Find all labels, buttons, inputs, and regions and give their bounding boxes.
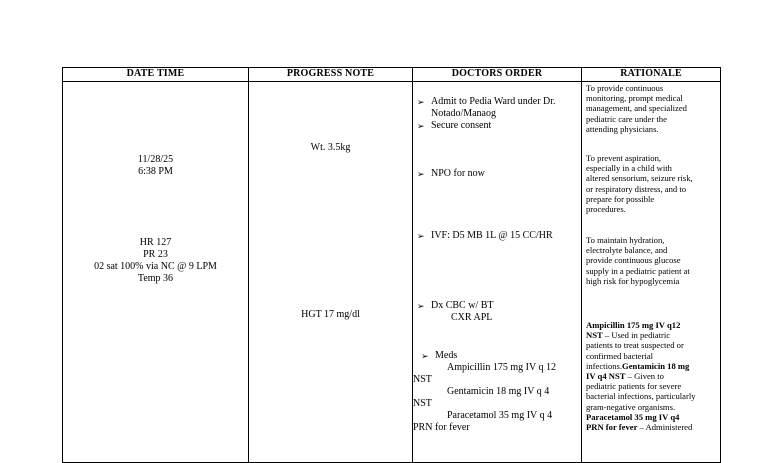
rationale-line: attending physicians. <box>586 123 659 134</box>
rationale-line: To prevent aspiration, <box>586 153 662 163</box>
rationale-text: – Used in pediatric <box>602 330 671 341</box>
rationale-line: monitoring, prompt medical <box>586 93 683 104</box>
rationale-bold-text: Ampicillin 175 mg IV q12 <box>586 320 681 330</box>
rationale-line: or respiratory distress, and to <box>586 183 686 194</box>
arrow-bullet-icon: ➢ <box>417 97 425 107</box>
rationale-line: procedures. <box>586 204 626 215</box>
order-meds <box>413 350 575 434</box>
table-row <box>63 82 721 463</box>
order-npo-text: NPO for now <box>431 168 485 179</box>
rationale-line: patients to treat suspected or <box>586 340 684 351</box>
arrow-bullet-icon: ➢ <box>417 301 425 311</box>
order-ivf-text: IVF: D5 MB 1L @ 15 CC/HR <box>431 230 553 241</box>
rationale-bold-text: Paracetamol 35 mg IV q4 <box>586 411 680 422</box>
table-header-row <box>63 68 721 82</box>
progress-notes-table <box>62 67 721 463</box>
date-text: 11/28/25 <box>137 154 174 165</box>
order-meds-label: Meds <box>435 350 458 361</box>
rationale-line: pediatric patients for severe <box>586 381 682 392</box>
vital-signs-block <box>63 237 248 285</box>
rationale-text: – Administered <box>637 422 693 433</box>
order-admit <box>417 96 579 132</box>
rationale-line: supply in a pediatric patient at <box>586 265 690 276</box>
arrow-bullet-icon: ➢ <box>417 121 425 131</box>
rationale-line: bacterial infections, particularly <box>586 391 696 402</box>
rationale-line: To maintain hydration, <box>586 235 665 245</box>
date-time-block <box>63 154 248 178</box>
rationale-bold-text: Gentamicin 18 mg <box>622 360 690 371</box>
rationale-text: infections. <box>586 360 623 371</box>
temp-text: Temp 36 <box>137 273 174 284</box>
rationale-admit <box>586 83 720 134</box>
order-med3-line2: PRN for fever <box>413 422 470 433</box>
order-consent: Secure consent <box>431 120 492 131</box>
order-med3-line1: Paracetamol 35 mg IV q 4 <box>447 410 553 421</box>
rationale-line: management, and specialized <box>586 103 687 114</box>
rationale-line: gram-negative organisms. <box>586 401 676 412</box>
rationale-line: provide continuous glucose <box>586 255 681 266</box>
rationale-cell <box>582 82 721 463</box>
order-med2-line1: Gentamicin 18 mg IV q 4 <box>447 386 550 397</box>
order-ivf <box>417 230 579 242</box>
arrow-bullet-icon: ➢ <box>417 169 425 179</box>
rationale-line: electrolyte balance, and <box>586 245 668 256</box>
weight-text: Wt. 3.5kg <box>310 142 351 153</box>
order-med2-line2: NST <box>413 398 432 409</box>
date-time-cell <box>63 82 249 463</box>
rationale-meds <box>586 320 720 432</box>
order-med1-line2: NST <box>413 374 432 385</box>
o2-sat-text: 02 sat 100% via NC @ 9 LPM <box>94 261 217 272</box>
order-dx-line1: Dx CBC w/ BT <box>431 300 494 311</box>
arrow-bullet-icon: ➢ <box>421 351 429 361</box>
time-text: 6:38 PM <box>138 166 173 177</box>
header-progress-note: PROGRESS NOTE <box>249 68 413 82</box>
rationale-bold-text: PRN for fever <box>586 422 638 433</box>
hgt-text: HGT 17 mg/dl <box>301 309 360 320</box>
order-dx-line2: CXR APL <box>451 312 493 323</box>
header-rationale: RATIONALE <box>582 68 721 82</box>
progress-note-cell <box>249 82 413 463</box>
rationale-text: – Given to <box>625 371 664 382</box>
rationale-line: especially in a child with <box>586 163 672 174</box>
pr-text: PR 23 <box>143 249 168 260</box>
order-dx <box>417 300 579 324</box>
rationale-bold-text: IV q4 NST <box>586 371 626 382</box>
order-med1-line1: Ampicillin 175 mg IV q 12 <box>447 362 556 373</box>
rationale-npo <box>586 153 720 214</box>
rationale-line: altered sensorium, seizure risk, <box>586 173 693 184</box>
rationale-line: pediatric care under the <box>586 113 667 124</box>
order-npo <box>417 168 579 180</box>
rationale-line: confirmed bacterial <box>586 350 654 361</box>
order-admit-line1: Admit to Pedia Ward under Dr. <box>431 96 556 107</box>
rationale-line: prepare for possible <box>586 193 655 204</box>
rationale-line: high risk for hypoglycemia <box>586 275 680 286</box>
doctors-order-cell <box>413 82 582 463</box>
hr-text: HR 127 <box>139 237 172 248</box>
rationale-ivf <box>586 235 720 286</box>
header-doctors-order: DOCTORS ORDER <box>413 68 582 82</box>
header-date-time: DATE TIME <box>63 68 249 82</box>
order-admit-line2: Notado/Manaog <box>431 108 496 119</box>
rationale-bold-text: NST <box>586 330 603 341</box>
arrow-bullet-icon: ➢ <box>417 231 425 241</box>
rationale-line: To provide continuous <box>586 83 664 93</box>
